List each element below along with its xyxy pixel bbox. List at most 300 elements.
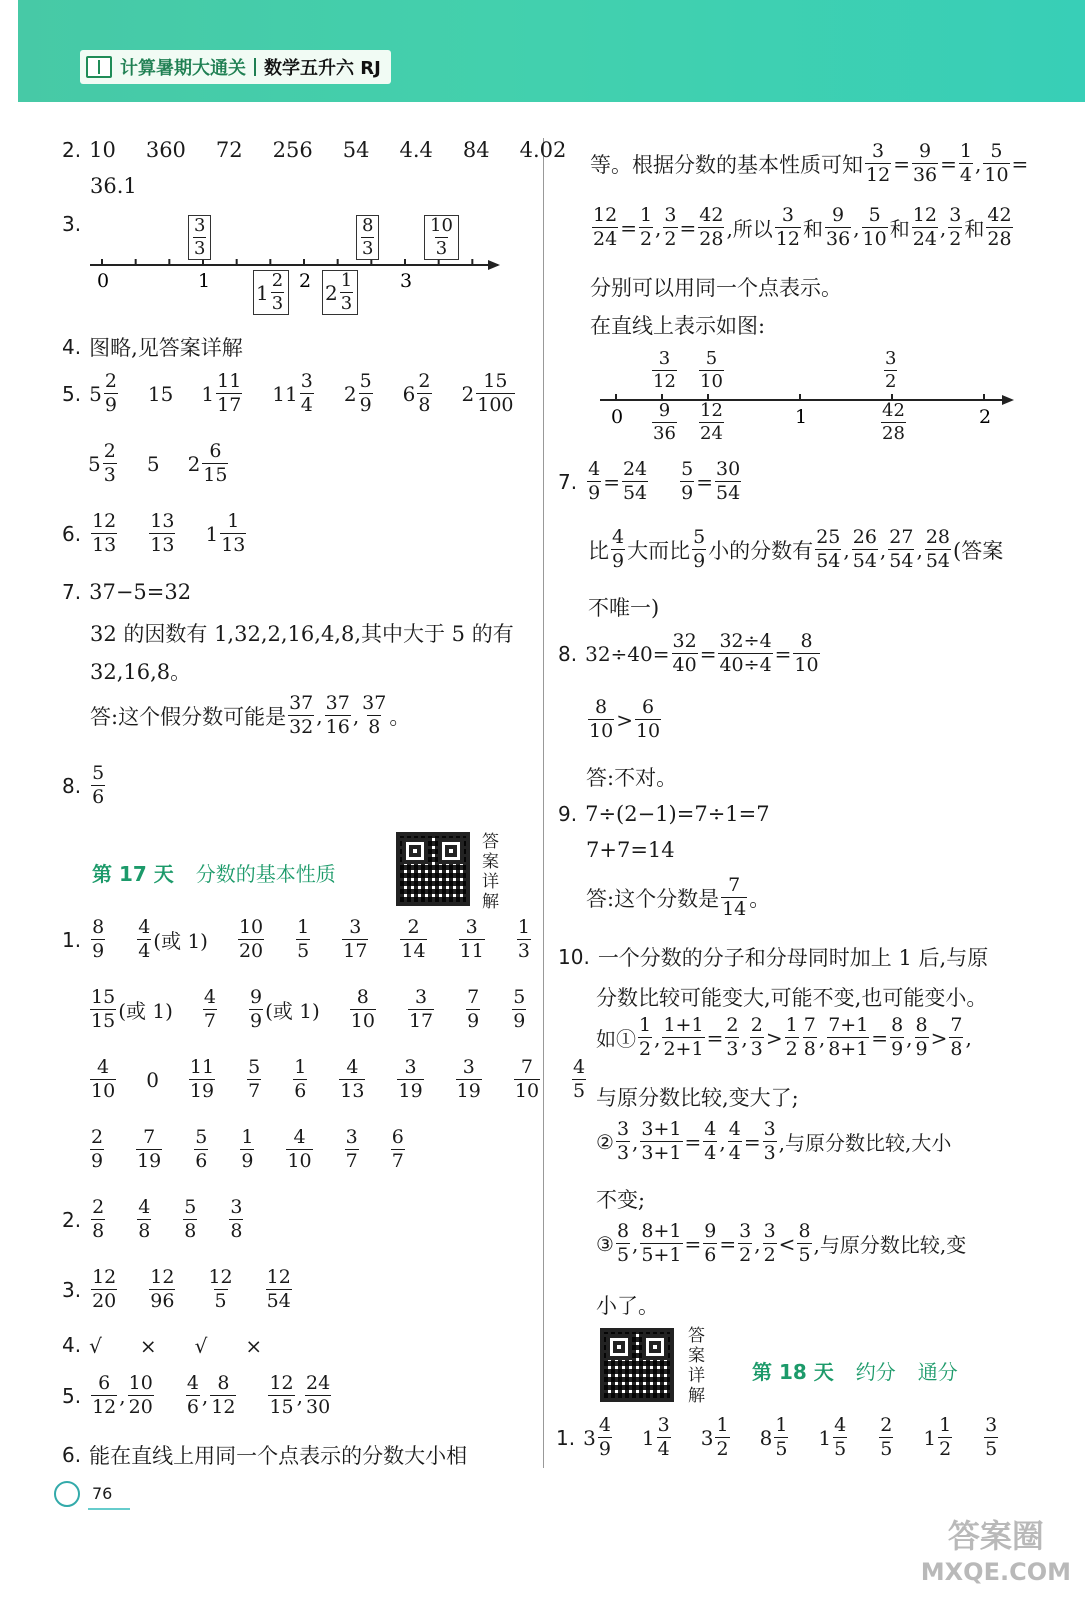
fraction-body — [203, 988, 217, 1031]
denominator: 17 — [343, 940, 368, 962]
s17-q1-row1 — [62, 918, 533, 961]
denominator: 8 — [138, 1220, 151, 1242]
fraction-body — [865, 142, 891, 185]
fraction — [462, 372, 517, 415]
left-q2 — [62, 138, 596, 162]
denominator: 15 — [269, 1396, 294, 1418]
tick-label: 3 — [400, 270, 413, 292]
fraction — [761, 1222, 779, 1265]
denominator: 36 — [826, 228, 851, 250]
symbol: , — [853, 215, 860, 240]
whole-number: 3 — [583, 1425, 596, 1450]
fraction — [201, 988, 219, 1031]
denominator: 5 — [880, 1438, 893, 1460]
fraction-body — [359, 372, 373, 415]
fraction — [340, 918, 370, 961]
fraction — [923, 528, 953, 571]
fraction-body — [715, 460, 741, 503]
fraction — [701, 1120, 719, 1163]
whole-number: 1 — [641, 1425, 655, 1450]
denominator: 8 — [803, 1038, 816, 1060]
numerator: 8 — [356, 986, 369, 1008]
fraction-body — [616, 1120, 630, 1163]
numerator: 8 — [915, 1014, 928, 1036]
right-q7-line2: 比 $\frac{4}{9}$ 大而比 $\frac{5}{9}$ 小的分数有 $\frac{25}{54}$ , $\frac{26}{54}$ , $\frac{27}{54}$ , $\frac{28}{54}$ (答案 — [588, 526, 1004, 572]
numerator: 4 — [346, 1056, 359, 1078]
fraction — [205, 512, 248, 555]
comma: , — [316, 703, 323, 728]
fraction-body — [91, 1268, 117, 1311]
fraction-body — [240, 1128, 254, 1171]
denominator: 20 — [128, 1396, 153, 1418]
fraction-body — [361, 694, 387, 737]
numerator: 24 — [306, 1372, 331, 1394]
numerator: 26 — [852, 526, 877, 548]
s17-q4 — [62, 1332, 300, 1358]
numerator: 5 — [248, 1056, 261, 1078]
symbol: 和 — [889, 217, 910, 241]
denominator: 5 — [985, 1438, 998, 1460]
numerator: 11 — [217, 370, 242, 392]
numerator: 5 — [990, 140, 1003, 162]
fraction-body — [587, 460, 601, 503]
denominator: 2 — [639, 1038, 652, 1060]
fraction-body — [925, 528, 951, 571]
nl-below-12-24: $\frac{12}{24}$ — [700, 400, 723, 444]
fraction-body — [268, 1374, 294, 1417]
right-q7-line3: 不唯一) — [588, 596, 660, 620]
right-q9-line2: 7+7=14 — [586, 838, 675, 862]
fraction — [701, 1416, 732, 1459]
numerator: 3 — [949, 204, 962, 226]
numerator: 3 — [300, 370, 313, 392]
fraction-body — [793, 632, 819, 675]
denominator: 32 — [289, 716, 314, 738]
fraction — [344, 372, 375, 415]
fraction-body — [640, 1222, 682, 1265]
fraction-body — [210, 1374, 236, 1417]
numerator: 27 — [889, 526, 914, 548]
numerator: 4 — [834, 1414, 847, 1436]
numerator: 9 — [919, 140, 932, 162]
fraction-body — [588, 698, 614, 741]
numerator: 28 — [925, 526, 951, 548]
denominator: 5 — [834, 1438, 847, 1460]
fraction — [923, 1416, 954, 1459]
numerator: 42 — [699, 204, 724, 226]
fraction-body — [183, 1198, 197, 1241]
fraction-body — [635, 698, 661, 741]
fraction — [984, 206, 1014, 249]
fraction — [395, 1058, 425, 1101]
fraction-body — [949, 1016, 963, 1059]
fraction-body — [948, 206, 962, 249]
fraction-body — [400, 918, 426, 961]
whole-number: 6 — [402, 381, 416, 406]
numerator: 5 — [681, 458, 694, 480]
fraction-body — [983, 142, 1009, 185]
numerator: 12 — [593, 204, 618, 226]
fraction — [678, 460, 696, 503]
denominator: 54 — [816, 550, 841, 572]
nl-above-3-12: $\frac{3}{12}$ — [653, 348, 676, 392]
fraction-body — [391, 1128, 405, 1171]
comma: , — [201, 1383, 209, 1408]
symbol: < — [778, 1231, 796, 1256]
numerator: 15 — [483, 370, 508, 392]
question-number: 7. — [558, 469, 578, 494]
watermark: 答案圈 MXQE.COM — [920, 1517, 1071, 1586]
denominator: 17 — [408, 1010, 434, 1032]
question-number: 10. — [558, 945, 590, 969]
fraction — [886, 528, 916, 571]
symbol: , — [818, 1025, 826, 1050]
numerator: 1 — [639, 204, 653, 226]
fraction-body — [476, 372, 514, 415]
fraction-body — [286, 1128, 312, 1171]
fraction-body — [715, 1416, 729, 1459]
fraction-body — [342, 918, 368, 961]
fraction-body — [103, 442, 117, 485]
fraction — [359, 694, 389, 737]
numerator: 12 — [208, 1266, 233, 1288]
fraction — [850, 528, 880, 571]
fraction — [247, 988, 320, 1031]
denominator: 9 — [359, 394, 372, 416]
fraction — [633, 698, 663, 741]
fraction-body — [915, 1016, 929, 1059]
denominator: 9 — [681, 482, 694, 504]
denominator: 3 — [616, 1142, 630, 1164]
fraction — [512, 1058, 542, 1101]
fraction-body — [638, 1016, 652, 1059]
numerator: 24 — [622, 458, 648, 480]
fraction — [801, 1016, 819, 1059]
symbol: = — [871, 1025, 889, 1050]
numerator: 3 — [985, 1414, 998, 1436]
fraction — [227, 1198, 245, 1241]
right-p1: 等。根据分数的基本性质可知 $\frac{3}{12}$ = $\frac{9}{36}$ = $\frac{1}{4}$ , $\frac{5}{10}$ = — [590, 140, 1029, 186]
denominator: 8 — [92, 1220, 105, 1242]
fraction-body — [738, 1222, 752, 1265]
denominator: 4 — [959, 164, 972, 186]
box-3-3: $\frac{3}{3}$ — [188, 212, 211, 260]
fraction-body — [879, 1416, 893, 1459]
comma: , — [916, 537, 923, 562]
numerator: 3 — [657, 1414, 670, 1436]
symbol: = — [620, 215, 637, 240]
whole-number: 1 — [205, 521, 219, 546]
q7-line3: 32,16,8。 — [90, 660, 192, 684]
fraction-body — [104, 372, 118, 415]
fraction — [760, 1416, 791, 1459]
denominator: 2 — [664, 228, 677, 250]
denominator: 9 — [915, 1038, 928, 1060]
box-2-1-3: 2 $\frac{1}{3}$ — [322, 270, 358, 315]
comma: , — [879, 537, 887, 562]
symbol: = — [603, 469, 620, 494]
left-q4 — [62, 332, 243, 362]
numerator: 2 — [92, 1196, 105, 1218]
question-number: 7. — [62, 580, 82, 604]
fraction-body — [775, 206, 801, 249]
nl-above-5-10: $\frac{5}{10}$ — [700, 348, 723, 392]
fraction — [286, 694, 316, 737]
numerator: 3 — [345, 1126, 358, 1148]
fraction-body — [763, 1222, 777, 1265]
denominator: 10 — [589, 720, 614, 742]
fraction — [201, 372, 244, 415]
fraction — [272, 372, 316, 415]
denominator: 36 — [912, 164, 938, 186]
numerator: 6 — [391, 1126, 404, 1148]
fraction — [910, 206, 940, 249]
fraction — [701, 1222, 719, 1265]
numerator: 1 — [241, 1126, 254, 1148]
symbol: 和 — [803, 217, 823, 241]
judgement-mark: × — [245, 1333, 263, 1358]
numerator: 2 — [726, 1014, 739, 1036]
fraction — [89, 1198, 107, 1241]
s18-q1 — [556, 1416, 1000, 1459]
fraction-body — [598, 1416, 612, 1459]
fraction-body — [408, 988, 434, 1031]
numerator: 8 — [891, 1014, 904, 1036]
denominator: 8 — [368, 716, 381, 738]
right-p3: 分别可以用同一个点表示。 — [590, 276, 842, 300]
denominator: 10 — [794, 654, 819, 676]
day17-title: 第 17 天 分数的基本性质 — [92, 862, 336, 886]
whole-number: 1 — [923, 1425, 937, 1450]
numerator: 4 — [598, 1414, 611, 1436]
header-banner — [18, 0, 1085, 102]
fraction-body — [672, 632, 698, 675]
denominator: 13 — [221, 534, 246, 556]
fraction-body — [247, 1058, 261, 1101]
fraction — [981, 142, 1011, 185]
fraction-body — [833, 1416, 847, 1459]
q2-line2: 36.1 — [90, 174, 137, 198]
denominator: 54 — [925, 550, 951, 572]
fraction — [406, 988, 436, 1031]
fraction-body — [300, 372, 314, 415]
denominator: 13 — [150, 534, 175, 556]
fraction — [291, 1058, 309, 1101]
fraction — [88, 442, 119, 485]
numerator: 4 — [728, 1118, 741, 1140]
fraction-body — [397, 1058, 423, 1101]
fraction — [614, 1120, 632, 1163]
fraction-body — [456, 1058, 482, 1101]
numerator: 5 — [195, 1126, 208, 1148]
fraction-body — [266, 1268, 292, 1311]
denominator: 19 — [189, 1080, 215, 1102]
fraction — [638, 1120, 684, 1163]
numerator: 1 — [775, 1414, 788, 1436]
fraction — [284, 1128, 314, 1171]
numerator: 2 — [103, 440, 116, 462]
numerator: 7 — [803, 1014, 816, 1036]
denominator: 5 — [798, 1244, 811, 1266]
fraction-body — [91, 1198, 105, 1241]
numerator: 12 — [92, 1266, 117, 1288]
nl-below-42-28: $\frac{42}{28}$ — [882, 400, 905, 444]
qr-code-day18[interactable] — [600, 1328, 674, 1402]
numerator: 15 — [91, 986, 116, 1008]
fraction-body — [680, 460, 694, 503]
right-p2 — [590, 206, 1015, 249]
numerator: 8 — [616, 1220, 630, 1242]
numerator: 2 — [750, 1014, 763, 1036]
denominator: 2 — [785, 1038, 798, 1060]
q2-value: 4.4 — [399, 138, 433, 162]
symbol: = — [684, 1231, 702, 1256]
header-title-pill — [80, 50, 391, 84]
fraction-body — [345, 1128, 359, 1171]
numerator: 7 — [467, 986, 480, 1008]
box-8-3: $\frac{8}{3}$ — [356, 212, 379, 260]
fraction — [181, 1198, 199, 1241]
denominator: 12 — [92, 1396, 117, 1418]
symbol: , — [975, 151, 982, 176]
comma: , — [296, 1383, 304, 1408]
numerator: 12 — [92, 510, 117, 532]
fraction-body — [890, 1016, 904, 1059]
fraction-body — [136, 1128, 162, 1171]
whole-number: 1 — [201, 381, 215, 406]
symbol: ,与原分数比较,大小 — [778, 1131, 952, 1155]
s17-q1-row3 — [88, 1058, 588, 1101]
fraction-body — [512, 988, 526, 1031]
fraction — [570, 1058, 588, 1101]
numerator: 7+1 — [828, 1014, 869, 1036]
right-q8 — [558, 632, 822, 675]
fraction — [748, 1016, 766, 1059]
numerator: 6 — [642, 696, 655, 718]
fraction — [614, 1222, 632, 1265]
numerator: 8 — [595, 696, 608, 718]
fraction-body — [698, 206, 724, 249]
q2-value: 256 — [272, 138, 313, 162]
symbol: , — [632, 1231, 639, 1256]
denominator: 4 — [704, 1142, 717, 1164]
fraction — [813, 528, 843, 571]
q7-line2: 32 的因数有 1,32,2,16,4,8,其中大于 5 的有 — [90, 622, 514, 646]
question-number: 1. — [556, 1425, 576, 1450]
tick-label: 0 — [97, 270, 110, 292]
whole-number: 5 — [89, 381, 102, 406]
numerator: 32÷4 — [719, 630, 772, 652]
denominator: 54 — [622, 482, 648, 504]
fraction — [88, 1128, 106, 1171]
fraction — [147, 1268, 177, 1311]
numerator: 2 — [880, 1414, 893, 1436]
fraction-body — [763, 1120, 777, 1163]
fraction-body — [912, 206, 938, 249]
numerator: 8 — [798, 1220, 811, 1242]
comma: , — [119, 1383, 126, 1408]
fraction-body — [296, 918, 310, 961]
fraction — [877, 1416, 895, 1459]
numerator: 1 — [716, 1414, 729, 1436]
symbol: , — [754, 1231, 761, 1256]
numerator: 37 — [362, 692, 387, 714]
numerator: 3+1 — [641, 1118, 682, 1140]
whole-number: 8 — [759, 1425, 773, 1450]
right-q9-answer: 答:这个分数是 $\frac{7}{14}$ 。 — [586, 874, 771, 920]
s17-q5 — [62, 1374, 333, 1417]
question-number: 3. — [62, 212, 82, 236]
numerator: 8 — [92, 916, 105, 938]
denominator: 12 — [775, 228, 800, 250]
s17-q1-row2 — [88, 988, 528, 1031]
qr-label-day18: 答案详解 — [688, 1326, 705, 1406]
q4-text: 图略,见答案详解 — [89, 336, 243, 360]
right-q10-ex3 — [596, 1222, 966, 1265]
fraction-body — [137, 1198, 151, 1241]
numerator: 3 — [404, 1056, 417, 1078]
denominator: 7 — [203, 1010, 216, 1032]
numerator: 3 — [763, 1118, 776, 1140]
fraction — [89, 372, 120, 415]
fraction — [670, 632, 700, 675]
denominator: 3 — [750, 1038, 763, 1060]
denominator: 9 — [104, 394, 117, 416]
whole-number: 0 — [146, 1067, 159, 1092]
fraction — [148, 382, 173, 406]
left-q5-row2 — [88, 442, 230, 485]
fraction-body — [572, 1058, 586, 1101]
fraction — [245, 1058, 263, 1101]
question-number: 4. — [62, 1332, 82, 1357]
numerator: 12 — [150, 1266, 175, 1288]
numerator: 13 — [150, 510, 175, 532]
fraction-body — [640, 1120, 682, 1163]
denominator: 3 — [763, 1142, 776, 1164]
denominator: 11 — [459, 940, 484, 962]
fraction — [398, 918, 428, 961]
denominator: 2 — [739, 1244, 752, 1266]
denominator: 7 — [345, 1150, 358, 1172]
denominator: 40÷4 — [719, 654, 772, 676]
denominator: 10 — [862, 228, 887, 250]
note: (或 1) — [153, 929, 208, 953]
fraction-body — [803, 1016, 817, 1059]
fraction-body — [417, 372, 431, 415]
numerator: 12 — [266, 1266, 291, 1288]
question-number: 9. — [558, 802, 578, 826]
symbol: , — [654, 1025, 661, 1050]
question-number: 8. — [62, 773, 82, 798]
numerator: 7 — [143, 1126, 156, 1148]
symbol: , — [741, 1025, 748, 1050]
fraction — [464, 988, 482, 1031]
fraction — [696, 206, 726, 249]
symbol: , — [655, 215, 662, 240]
fraction — [638, 1222, 684, 1265]
denominator: 9 — [598, 1438, 611, 1460]
denominator: 28 — [699, 228, 724, 250]
denominator: 12 — [866, 164, 891, 186]
question-number: 1. — [62, 927, 82, 952]
symbol: 32÷40= — [585, 641, 670, 666]
symbol: = — [696, 469, 713, 494]
numerator: 5 — [359, 370, 372, 392]
qr-code-day17[interactable] — [396, 832, 470, 906]
symbol: ,与原分数比较,变 — [813, 1233, 967, 1257]
denominator: 10 — [984, 164, 1009, 186]
numerator: 4 — [293, 1126, 306, 1148]
